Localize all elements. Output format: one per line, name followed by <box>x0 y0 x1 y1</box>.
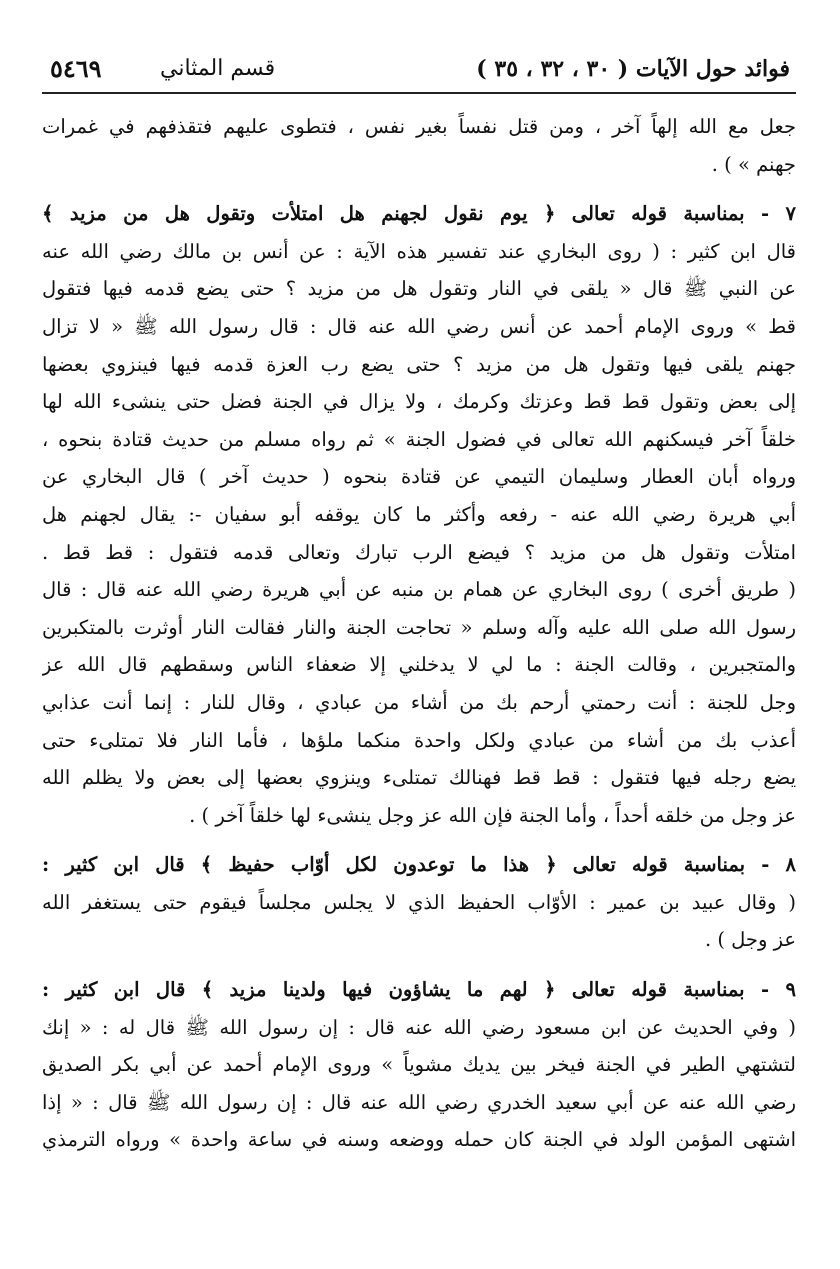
text-line: والمتجبرين ، وقالت الجنة : ما لي لا يدخلني إلا ضعفاء الناس وسقطهم قال الله عز <box>42 653 796 677</box>
running-header <box>42 52 796 94</box>
text-line: قال ابن كثير : ( روى البخاري عند تفسير هذه الآية : عن أنس بن مالك رضي الله عنه <box>42 239 796 263</box>
header-section: قسم المثاني <box>160 56 276 81</box>
text-line: أبي هريرة رضي الله عنه - رفعه وأكثر ما كان يوقفه أبو سفيان -: يقال لجهنم هل <box>42 502 796 526</box>
paragraph <box>42 195 796 834</box>
text-line: ٧ - بمناسبة قوله تعالى ﴿ يوم نقول لجهنم هل امتلأت وتقول هل من مزيد ﴾ <box>42 202 796 226</box>
text-line: وجل للجنة : أنت رحمتي أرحم بك من أشاء من عبادي ، وقال للنار : إنما أنت عذابي <box>42 690 796 714</box>
page-body <box>42 108 796 1159</box>
text-line: جهنم يلقى فيها وتقول هل من مزيد ؟ حتى يضع رب العزة قدمه فيها فينزوي بعضها <box>42 352 796 376</box>
text-line: جهنم » ) . <box>711 152 796 176</box>
paragraph <box>42 108 796 183</box>
text-line: ( وقال عبيد بن عمير : الأوّاب الحفيظ الذي لا يجلس مجلساً فيقوم حتى يستغفر الله <box>42 890 796 914</box>
text-line: جعل مع الله إلهاً آخر ، ومن قتل نفساً بغير نفس ، فتطوى عليهم فتقذفهم في غمرات <box>42 115 796 138</box>
page-number: ٥٤٦٩ <box>50 54 102 83</box>
text-line: ورواه أبان العطار وسليمان التيمي عن قتادة بنحوه ( حديث آخر ) قال البخاري عن <box>42 465 796 489</box>
text-line: ٩ - بمناسبة قوله تعالى ﴿ لهم ما يشاؤون فيها ولدينا مزيد ﴾ قال ابن كثير : <box>42 978 796 1002</box>
text-line: ( طريق أخرى ) روى البخاري عن همام بن منبه عن أبي هريرة رضي الله عنه قال : قال <box>42 578 796 602</box>
text-line: يضع رجله فيها فتقول : قط قط فهنالك تمتلىء وينزوي بعضها إلى بعض ولا يظلم الله <box>42 766 796 790</box>
paragraph <box>42 971 796 1159</box>
text-line: خلقاً آخر فيسكنهم الله تعالى في فضول الجنة » ثم رواه مسلم من حديث قتادة بنحوه ، <box>42 427 796 451</box>
text-line: ٨ - بمناسبة قوله تعالى ﴿ هذا ما توعدون لكل أوّاب حفيظ ﴾ قال ابن كثير : <box>42 853 796 877</box>
text-line: ( وفي الحديث عن ابن مسعود رضي الله عنه قال : إن رسول الله ﷺ قال له : « إنك <box>42 1015 796 1039</box>
text-line: إلى بعض وتقول قط قط وعزتك وكرمك ، ولا يزال في الجنة فضل حتى ينشىء الله لها <box>42 390 796 414</box>
text-line: اشتهى المؤمن الولد في الجنة كان حمله ووضعه وسنه في ساعة واحدة » ورواه الترمذي <box>42 1128 796 1152</box>
text-line: عن النبي ﷺ قال « يلقى في النار وتقول هل من مزيد ؟ حتى يضع قدمه فيها فتقول <box>42 277 796 301</box>
text-line: لتشتهي الطير في الجنة فيخر بين يديك مشوياً » وروى الإمام أحمد عن أبي بكر الصديق <box>42 1053 796 1077</box>
text-line: قط » وروى الإمام أحمد عن أنس رضي الله عنه قال : قال رسول الله ﷺ « لا تزال <box>42 314 796 338</box>
paragraph <box>42 846 796 959</box>
text-line: عز وجل من خلقه أحداً ، وأما الجنة فإن الله عز وجل ينشىء لها خلقاً آخر ) . <box>189 803 796 827</box>
text-line: امتلأت وتقول هل من مزيد ؟ فيضع الرب تبارك وتعالى قدمه فتقول : قط قط . <box>42 540 796 564</box>
text-line: رضي الله عنه عن أبي سعيد الخدري رضي الله عنه قال : إن رسول الله ﷺ قال : « إذا <box>42 1090 796 1114</box>
header-title: فوائد حول الآيات ( ٣٠ ، ٣٢ ، ٣٥ ) <box>476 56 790 82</box>
text-line: أعذب بك من أشاء من عبادي ولكل واحدة منكما ملؤها ، فأما النار فلا تمتلىء حتى <box>42 728 796 752</box>
text-line: رسول الله صلى الله عليه وآله وسلم « تحاجت الجنة والنار فقالت النار أوثرت بالمتكبرين <box>42 615 796 639</box>
text-line: عز وجل ) . <box>704 928 796 952</box>
